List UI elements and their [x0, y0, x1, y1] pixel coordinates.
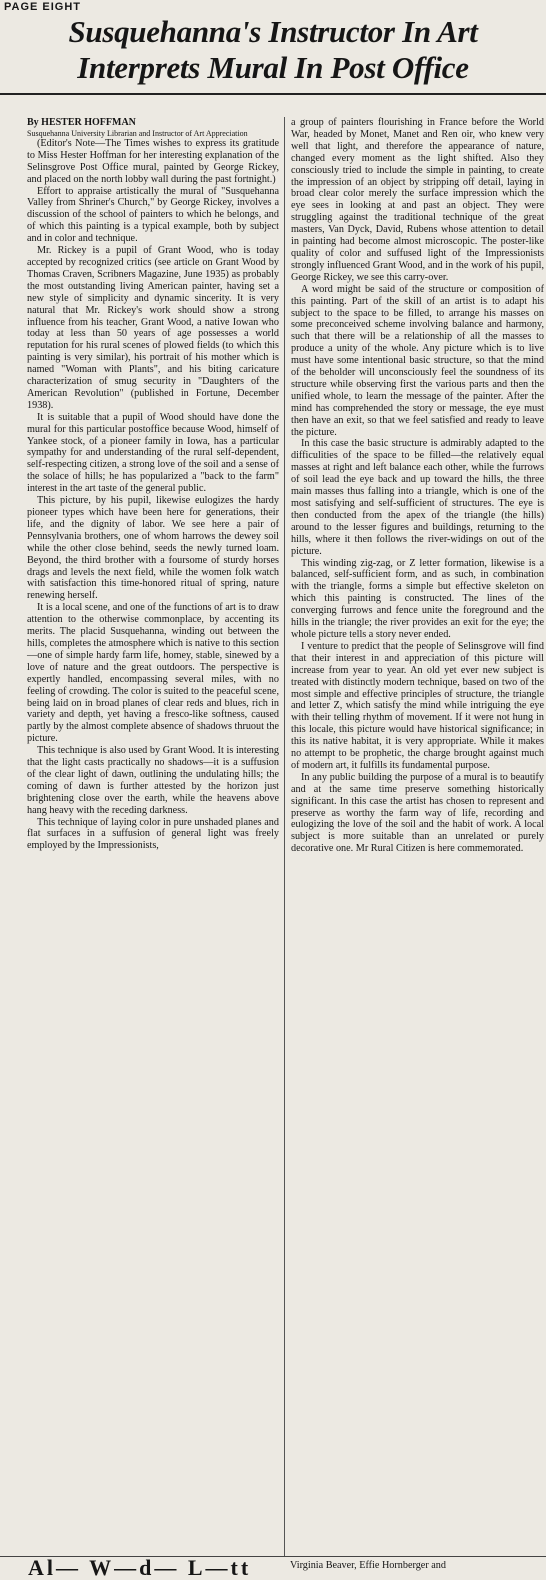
article-paragraph: In any public building the purpose of a mural is to beautify and at the same time preserve something historically significant. In this case the artist has chosen to represent and preserve as worthy the farm way of life, recording and eulogizing the love of the soil and the habit of work. A local subject is more suitable than an unrelated or purely decorative one. Mr Rural Citizen is here commemorated. — [291, 771, 544, 855]
article-paragraph: This technique is also used by Grant Wood. It is interesting that the light casts practically no shadows—it is a suffusion of the clear light of dawn, outlining the undulating hills; the coming of dawn is further attested by the horizon just brightening close over the earth, while the heavens above hang heavy with the receding darkness. — [27, 745, 279, 816]
article-paragraph: In this case the basic structure is admirably adapted to the difficulities of the space to be filled—the relatively equal masses at right and left balance each other, while the furrows of soil lead the eye back and up toward the hills, the three main masses thus falling into a triangle, which is one of the most satisfying and self-sufficient of structures. The eye is then conducted from the apex of the triangle (the hills) around to the lesser figures and buildings, returning to the hills, where it then follows the river-widings on out of the picture. — [291, 438, 544, 557]
article-paragraph: This technique of laying color in pure unshaded planes and flat surfaces in a suffusion of general light was freely employed by the Impressionists, — [27, 816, 279, 852]
headline-line-1: Susquehanna's Instructor In Art — [68, 14, 478, 49]
next-article-text: Virginia Beaver, Effie Hornberger and — [290, 1560, 446, 1571]
next-headline-fragment: Al— W—d— L—tt — [28, 1555, 252, 1580]
byline-credit: Susquehanna University Librarian and Instructor of Art Appreciation — [27, 128, 248, 138]
page-label: PAGE EIGHT — [4, 1, 82, 13]
article-paragraph: Mr. Rickey is a pupil of Grant Wood, who is today accepted by recognized critics (see article on Grant Wood by Thomas Craven, Scribners Magazine, June 1935) as probably the most outstanding living American painter, having set a new style of simplicity and dynamic sincerity. It is very natural that Mr. Rickey's work should show a strong influence from his teacher, Grant Wood, a native Iowan who today at less than 50 years of age possesses a world reputation for his rural scenes of plowed fields (to which this painting is very similar), his portrait of his mother which is named "Woman with Plants", and his biting caricature characterization of smug security in "Daughters of the American Revolution" (published in Fortune, December 1938). — [27, 245, 279, 411]
article-column-left — [27, 117, 279, 852]
article-paragraph: Effort to appraise artistically the mural of "Susquehanna Valley from Shriner's Church," by George Rickey, involves a discussion of the school of painters to which he belongs, and of which this painting is a typical example, both by subject and in color and technique. — [27, 185, 279, 245]
column-divider — [284, 117, 285, 1557]
article-paragraph: It is suitable that a pupil of Wood should have done the mural for this particular postoffice because Wood, himself of Yankee stock, of a pioneer family in Iowa, has a particular sympathy for and understanding of the rural self-dependent, self-respecting citizen, a strong love of the soil and a sense of the solace of hills; he has popularized a "back to the farm" interest in the art taste of the general public. — [27, 411, 279, 495]
article-paragraph: a group of painters flourishing in France before the World War, headed by Monet, Manet and Ren oir, who knew very well that light, and therefore the appearance of nature, changed every moment as the light shifted. Also they consciously tried to include the simple in painting, to create the impression of an object by stripping off detail, laying in broad clear color merely the surface impression which the eye sees in looking at and past an object. They were struggling against the traditional technique of the great masters, Van Dyck, David, Rubens whose attention to detail in painting had become almost microscopic. The poster-like quality of color and suffused light of the Impressionists strongly influenced Grant Wood, and in the work of his pupil, George Rickey, we see this carry-over. — [291, 117, 544, 283]
headline-line-2: Interprets Mural In Post Office — [77, 50, 469, 85]
article-paragraph: I venture to predict that the people of Selinsgrove will find that their interest in and appreciation of this picture will increase from year to year. An old yet ever new subject is treated with distinctly modern technique, based on two of the most simple and effective principles of structure, the triangle and letter Z, which satisfy the mind while intriguing the eye with their telling rhythm of movement. If it were not hung in this locale, this picture would have historical significance; in this its native habitat, it is very appropriate. While it makes no attempt to be prophetic, the charge brought against much of modern art, it fulfills its fundamental purpose. — [291, 640, 544, 771]
headline — [0, 14, 546, 86]
article-paragraph: A word might be said of the structure or composition of this painting. Part of the skill of an artist is to adapt his subject to the space to be filled, to arrange his masses on some preconceived scheme involving balance and harmony, such that there will be a relationship of all the masses to produce a unity of the whole. Any picture which is to live must have some intentional basic structure, so that the mind of the beholder will unconsciously feel the soundness of its structure while observing first the various parts and then the unified whole, to learn the message of the painter. After the mind has comprehended the story or message, the eye must then have an exit, so that we feel satisfied and ready to leave the picture. — [291, 283, 544, 438]
byline: By HESTER HOFFMAN — [27, 117, 136, 128]
headline-rule — [0, 93, 546, 95]
editors-note: (Editor's Note—The Times wishes to express its gratitude to Miss Hester Hoffman for her interesting explanation of the Selinsgrove Post Office mural, painted by George Rickey, and placed on the north lobby wall during the past fortnight.) — [27, 137, 279, 185]
next-article-strip — [0, 1555, 546, 1580]
article-column-right — [291, 117, 544, 855]
article-paragraph: It is a local scene, and one of the functions of art is to draw attention to the otherwise commonplace, by accenting its merits. The placid Susquehanna, winding out between the hills, completes the atmosphere which is native to this section—one of simple hardy farm life, homey, stable, sinewed by a love of nature and the great outdoors. The perspective is expertly handled, encompassing several miles, with no feeling of crowding. The color is suited to the peaceful scene, being laid on in broad planes of clear reds and blues, rich in variety and depth, yet having a fresco-like softness, caused partly by the almost complete absence of shadows thruout the picture. — [27, 602, 279, 745]
article-paragraph: This winding zig-zag, or Z letter formation, likewise is a balanced, self-sufficient form, and as such, in combination with the triangle, forms a simple but effective skeleton on which this painting is constructed. The lines of the converging furrows and fence unite the foreground and the hills in the triangle; the river provides an exit for the eye; the whole picture tells a story never ended. — [291, 557, 544, 640]
article-paragraph: This picture, by his pupil, likewise eulogizes the hardy pioneer types which have been here for generations, their life, and the dignity of labor. We see here a pair of Pennsylvania brothers, one of whom harrows the dewey soil while the other close behind, seeds the newly turned loam. Beyond, the third brother with a foursome of sturdy horses drags and levels the next field, while the women folk watch with satisfaction this time-honored ritual of spring, nature renewing herself. — [27, 495, 279, 602]
